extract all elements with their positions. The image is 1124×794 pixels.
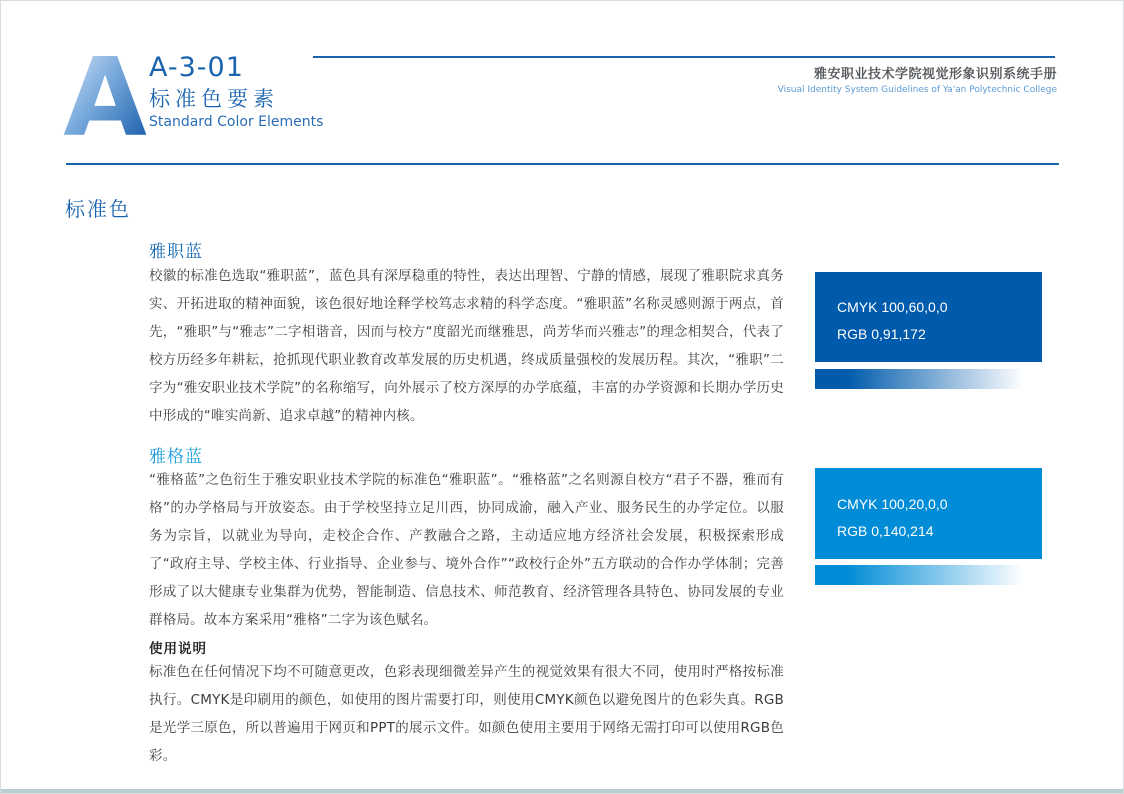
- color-1-swatch: [815, 272, 1042, 362]
- section-divider: [66, 163, 1059, 165]
- usage-notes-title: 使用说明: [149, 641, 207, 657]
- manual-title-cn: 雅安职业技术学院视觉形象识别系统手册: [813, 67, 1057, 82]
- color-2-cmyk-value: CMYK 100,20,0,0: [837, 496, 948, 512]
- letter-a-text: A: [63, 45, 147, 139]
- page-title-block: [149, 53, 323, 131]
- page-code: A-3-01: [149, 52, 244, 83]
- color-1-description: 校徽的标准色选取“雅职蓝”，蓝色具有深厚稳重的特性，表达出理智、宁静的情感，展现了雅职院求真务实、开拓进取的精神面貌，该色很好地诠释学校笃志求精的科学态度。“雅职蓝”名称灵感则源于两点，首先，“雅职”与“雅志”二字相谐音，因而与校方“度韶光而继雅思，尚芳华而兴雅志”的理念相契合，代表了校方历经多年耕耘，抢抓现代职业教育改革发展的历史机遇，终成质量强校的发展历程。其次，“雅职”二字为“雅安职业技术学院”的名称缩写，向外展示了校方深厚的办学底蕴，丰富的办学资源和长期办学历史中形成的“唯实尚新、追求卓越”的精神内核。: [149, 268, 784, 424]
- section-title: 标准色: [65, 197, 131, 221]
- header-rule: [313, 56, 1055, 58]
- usage-notes-text: 标准色在任何情况下均不可随意更改，色彩表现细微差异产生的视觉效果有很大不同，使用时严格按标准执行。CMYK是印刷用的颜色，如使用的图片需要打印，则使用CMYK颜色以避免图片的色彩失真。RGB是光学三原色，所以普遍用于网页和PPT的展示文件。如颜色使用主要用于网络无需打印可以使用RGB色彩。: [149, 664, 784, 764]
- letter-a-logo: [63, 45, 147, 143]
- manual-title-block: [778, 63, 1057, 95]
- letter-a-glyph-svg: [63, 45, 147, 139]
- page-bottom-bar: [1, 789, 1123, 793]
- manual-title-en: Visual Identity System Guidelines of Ya'an Polytechnic College: [777, 85, 1057, 95]
- color-1-rgb-value: RGB 0,91,172: [837, 326, 926, 342]
- color-2-gradient-bar: [815, 565, 1042, 585]
- color-1-cmyk-value: CMYK 100,60,0,0: [837, 299, 948, 315]
- color-2-name: 雅格蓝: [149, 447, 203, 467]
- color-2-description: “雅格蓝”之色衍生于雅安职业技术学院的标准色“雅职蓝”。“雅格蓝”之名则源自校方“君子不器，雅而有格”的办学格局与开放姿态。由于学校坚持立足川西，协同成渝，融入产业、服务民生的办学定位。以服务为宗旨，以就业为导向，走校企合作、产教融合之路，主动适应地方经济社会发展，积极探索形成了“政府主导、学校主体、行业指导、企业参与、境外合作”“政校行企外”五方联动的合作办学体制；完善形成了以大健康专业集群为优势，智能制造、信息技术、师范教育、经济管理各具特色、协同发展的专业群格局。故本方案采用“雅格”二字为该色赋名。: [149, 472, 784, 628]
- page-title-cn: 标准色要素: [149, 86, 279, 111]
- color-1-gradient-bar: [815, 369, 1042, 389]
- color-2-swatch: [815, 468, 1042, 559]
- color-1-name: 雅职蓝: [149, 242, 203, 262]
- color-2-rgb-value: RGB 0,140,214: [837, 523, 934, 539]
- page-title-en: Standard Color Elements: [149, 113, 324, 130]
